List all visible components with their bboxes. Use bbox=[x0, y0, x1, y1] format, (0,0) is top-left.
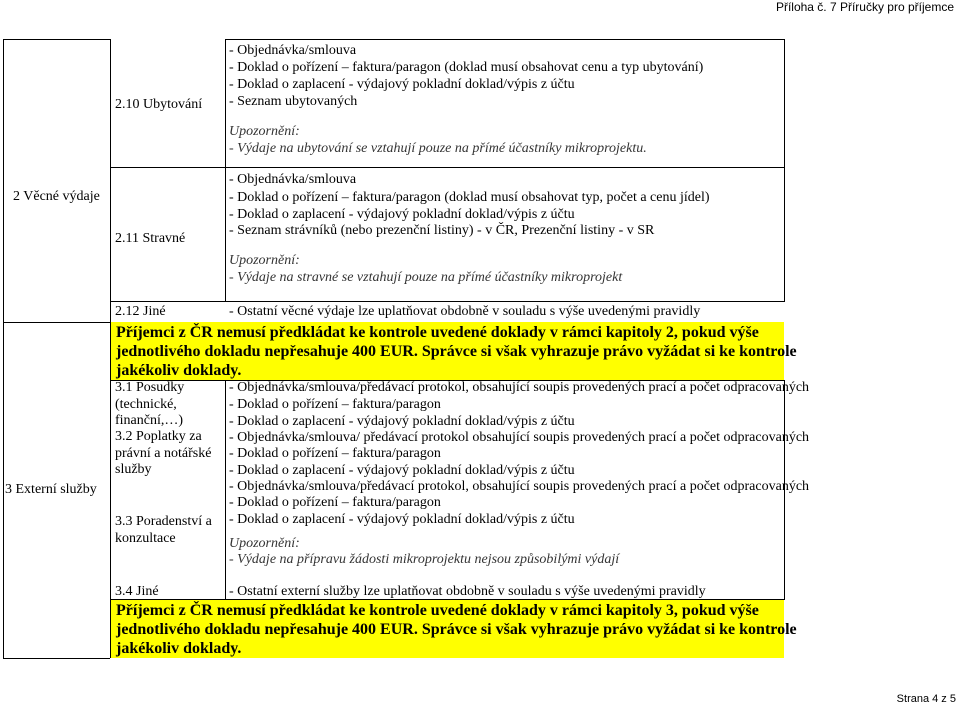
warning-title: Upozornění: bbox=[229, 124, 300, 139]
row-code-line: 3.3 Poradenství a bbox=[115, 514, 212, 529]
note-line: jednotlivého dokladu nepřesahuje 400 EUR. Správce si však vyhrazuje právo vyžádat si ke kontrole bbox=[116, 343, 797, 360]
requirement-line: - Doklad o pořízení – faktura/paragon (doklad musí obsahovat cenu a typ ubytování) bbox=[229, 60, 704, 75]
note-line: Příjemci z ČR nemusí předkládat ke kontrole uvedené doklady v rámci kapitoly 2, pokud výše bbox=[116, 324, 759, 341]
row-code: 2.10 Ubytování bbox=[115, 97, 203, 112]
table-border bbox=[3, 39, 4, 658]
requirement-line: - Seznam ubytovaných bbox=[229, 94, 358, 109]
requirement-line: - Objednávka/smlouva bbox=[229, 43, 357, 58]
note-line: jakékoliv doklady. bbox=[116, 640, 242, 657]
note-line: Příjemci z ČR nemusí předkládat ke kontrole uvedené doklady v rámci kapitoly 3, pokud výše bbox=[116, 602, 759, 619]
requirement-line: - Objednávka/smlouva bbox=[229, 172, 357, 187]
requirement-line: - Ostatní věcné výdaje lze uplatňovat obdobně v souladu s výše uvedenými pravidly bbox=[229, 304, 701, 319]
warning-title: Upozornění: bbox=[229, 253, 300, 268]
requirement-line: - Objednávka/smlouva/předávací protokol, obsahující soupis provedených prací a počet odpracovaných bbox=[229, 380, 810, 395]
row-code bbox=[115, 380, 184, 430]
note-line: jednotlivého dokladu nepřesahuje 400 EUR. Správce si však vyhrazuje právo vyžádat si ke kontrole bbox=[116, 621, 797, 638]
section-label: 3 Externí služby bbox=[5, 482, 97, 497]
requirement-line: - Doklad o pořízení – faktura/paragon bbox=[229, 397, 441, 412]
requirement-line: - Seznam strávníků (nebo prezenční listiny) - v ČR, Prezenční listiny - v SR bbox=[229, 223, 655, 238]
requirement-line: - Objednávka/smlouva/předávací protokol, obsahující soupis provedených prací a počet odpracovaných bbox=[229, 479, 810, 494]
table-border bbox=[225, 39, 226, 301]
table-border bbox=[225, 380, 226, 599]
row-code: 2.11 Stravné bbox=[115, 231, 186, 246]
requirement-line: - Doklad o zaplacení - výdajový pokladní doklad/výpis z účtu bbox=[229, 463, 575, 478]
requirement-line: - Doklad o zaplacení - výdajový pokladní doklad/výpis z účtu bbox=[229, 512, 575, 527]
warning-text: - Výdaje na přípravu žádosti mikroprojektu nejsou způsobilými výdají bbox=[229, 552, 620, 567]
requirement-line: - Objednávka/smlouva/ předávací protokol obsahující soupis provedených prací a počet odpracovaných bbox=[229, 430, 810, 445]
warning-title: Upozornění: bbox=[229, 536, 300, 551]
row-code bbox=[115, 429, 211, 479]
table-border bbox=[110, 167, 785, 168]
row-code-line: právní a notářské bbox=[115, 445, 212, 461]
table-border bbox=[784, 39, 785, 301]
table-border bbox=[225, 39, 785, 40]
table-border bbox=[3, 658, 110, 659]
page-header: Příloha č. 7 Příručky pro příjemce bbox=[775, 0, 954, 14]
row-code-line: konzultace bbox=[115, 530, 176, 546]
requirement-line: - Doklad o zaplacení - výdajový pokladní doklad/výpis z účtu bbox=[229, 77, 575, 92]
requirement-line: - Doklad o pořízení – faktura/paragon (doklad musí obsahovat typ, počet a cenu jídel) bbox=[229, 190, 710, 205]
row-code-line: 3.1 Posudky bbox=[115, 380, 185, 395]
row-code: 3.4 Jiné bbox=[115, 584, 159, 599]
requirement-line: - Doklad o zaplacení - výdajový pokladní doklad/výpis z účtu bbox=[229, 207, 575, 222]
page-footer: Strana 4 z 5 bbox=[896, 693, 956, 705]
requirement-line: - Ostatní externí služby lze uplatňovat obdobně v souladu s výše uvedenými pravidly bbox=[229, 584, 706, 599]
row-code: 2.12 Jiné bbox=[115, 304, 166, 319]
warning-text: - Výdaje na stravné se vztahují pouze na přímé účastníky mikroprojekt bbox=[229, 270, 623, 285]
row-code-line: finanční,…) bbox=[115, 413, 184, 428]
section-label: 2 Věcné výdaje bbox=[13, 189, 100, 204]
table-border bbox=[3, 322, 110, 323]
row-code-line: 3.2 Poplatky za bbox=[115, 429, 202, 444]
row-code-line: služby bbox=[115, 462, 152, 477]
requirement-line: - Doklad o pořízení – faktura/paragon bbox=[229, 446, 441, 461]
row-code-line: (technické, bbox=[115, 396, 177, 412]
note-line: jakékoliv doklady. bbox=[116, 362, 242, 379]
requirement-line: - Doklad o zaplacení - výdajový pokladní doklad/výpis z účtu bbox=[229, 414, 575, 429]
table-border bbox=[110, 301, 785, 302]
requirement-line: - Doklad o pořízení – faktura/paragon bbox=[229, 495, 441, 510]
table-border bbox=[3, 39, 110, 40]
row-code bbox=[115, 514, 212, 547]
warning-text: - Výdaje na ubytování se vztahují pouze na přímé účastníky mikroprojektu. bbox=[229, 141, 647, 156]
